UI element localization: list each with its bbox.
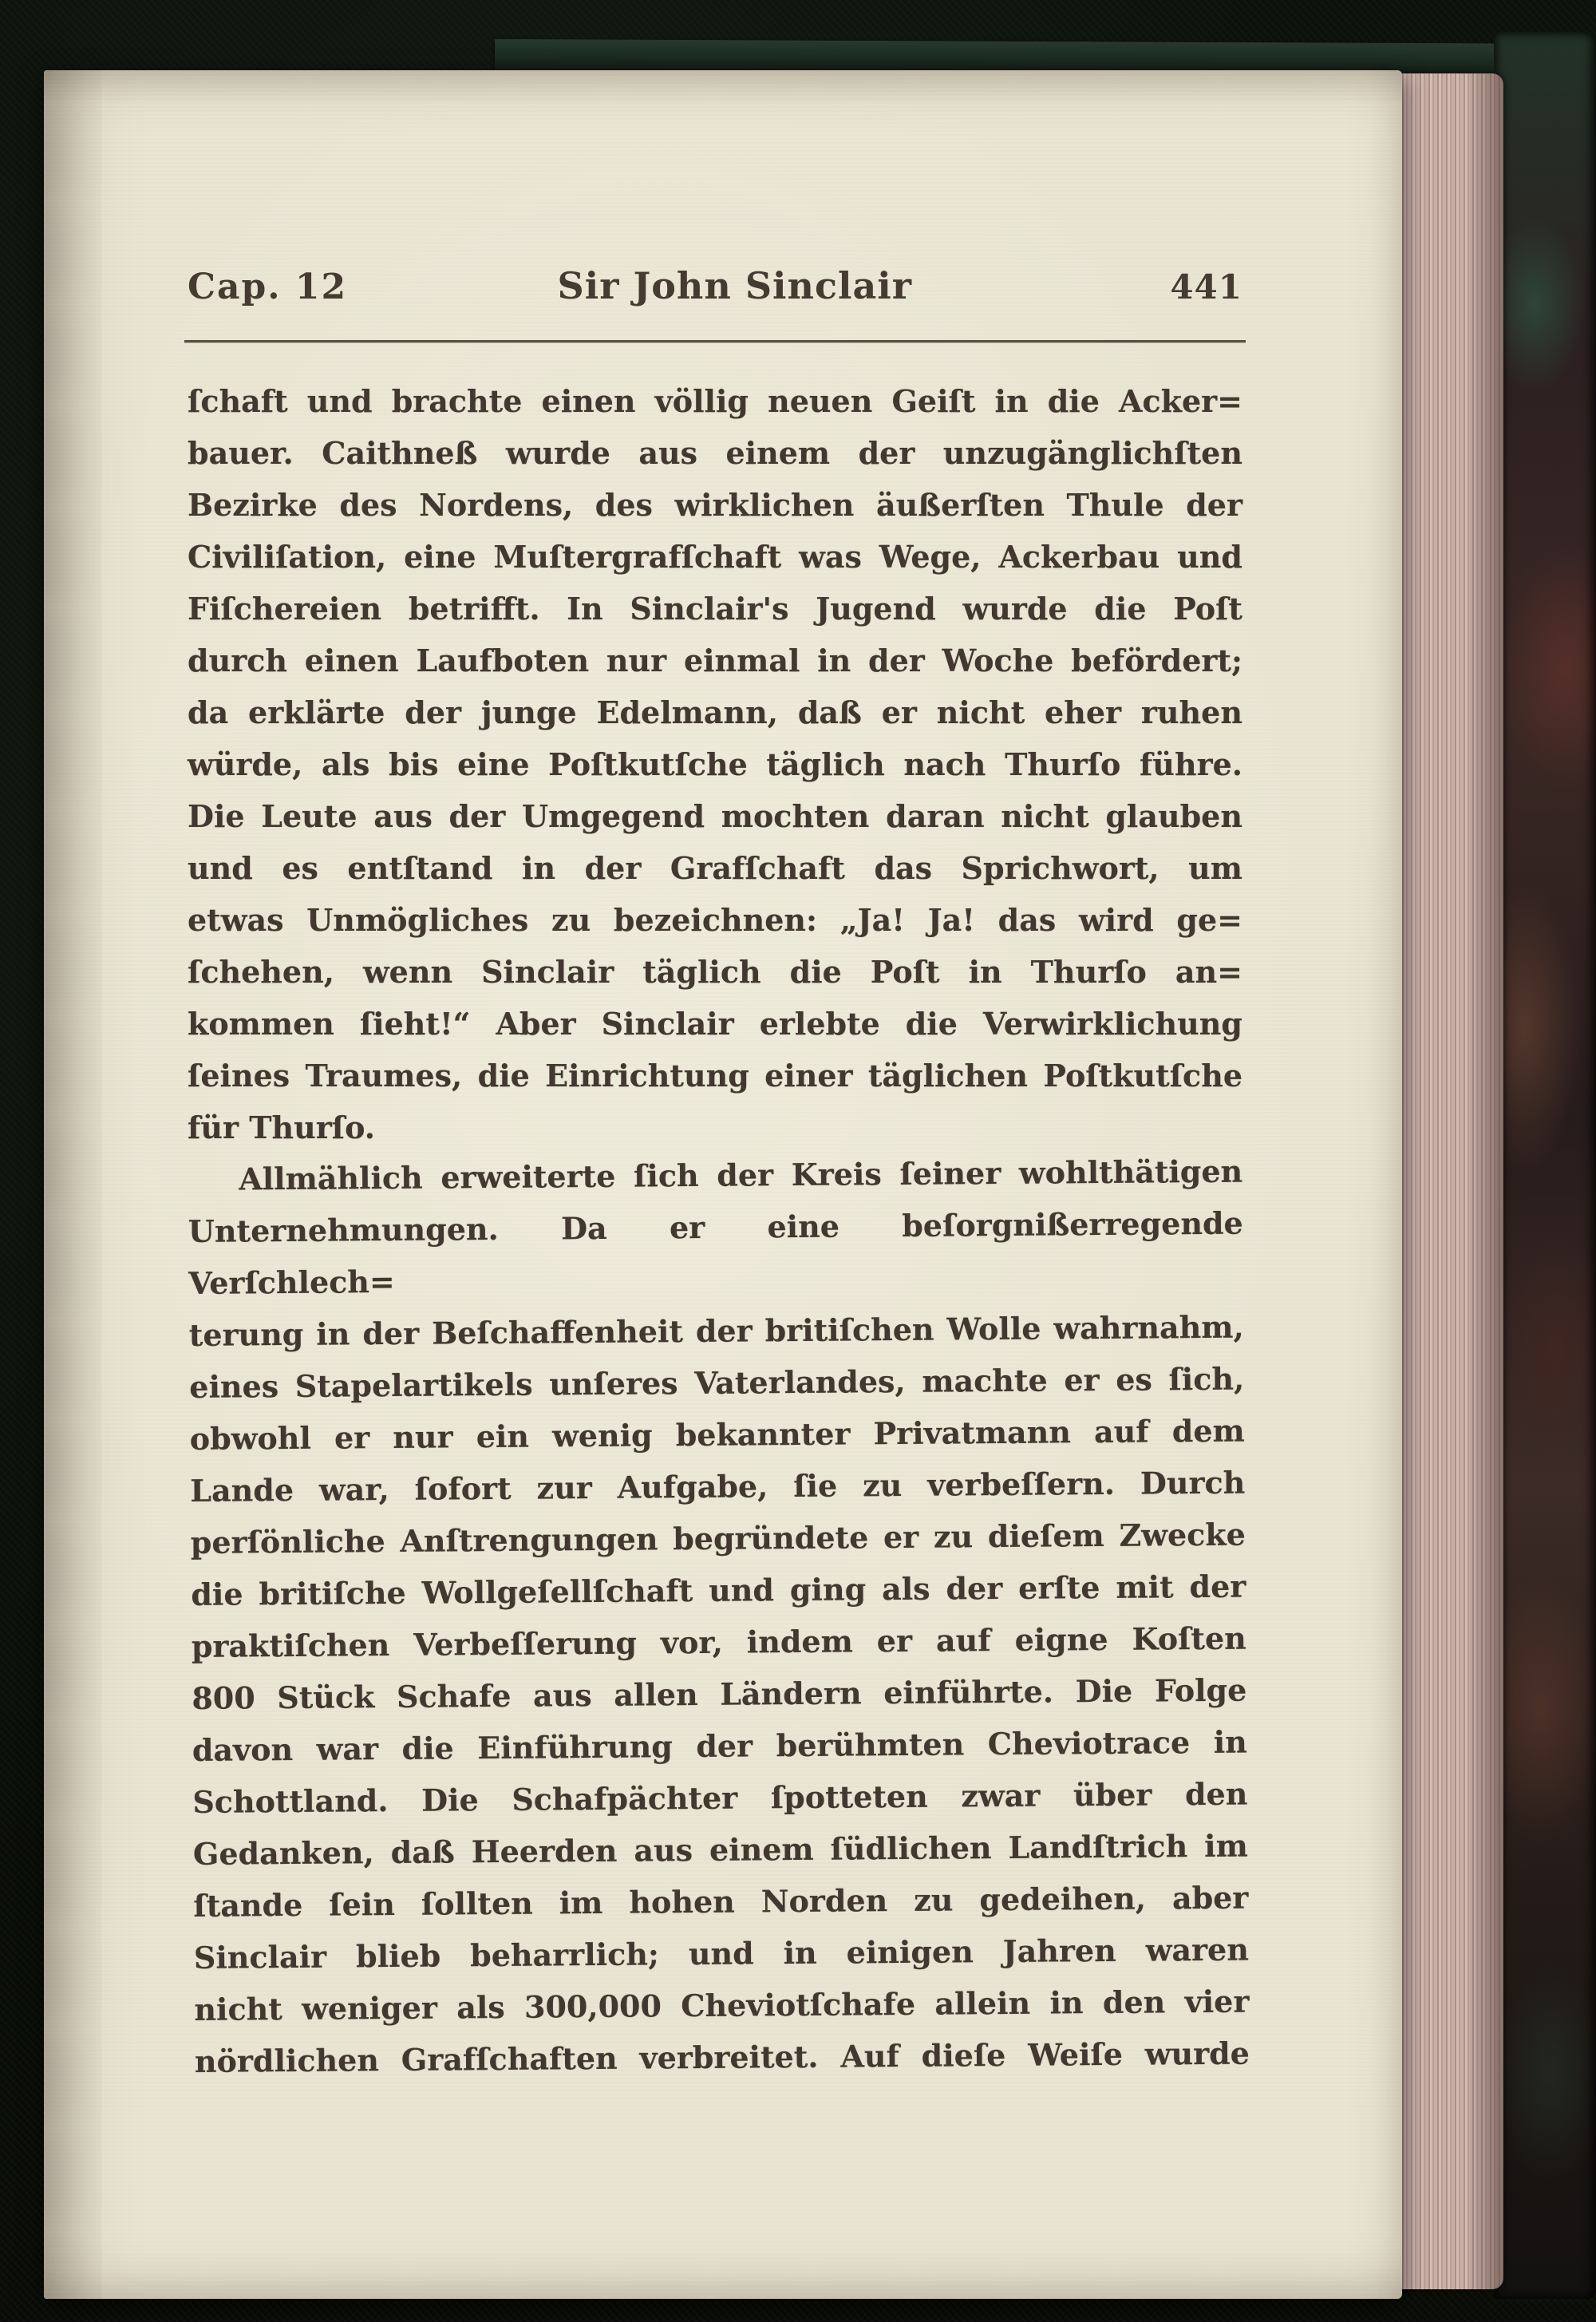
text-line: ſtande ſein ſollten im hohen Norden zu gedeihen, aber bbox=[193, 1879, 1249, 1924]
text-line: ſeines Traumes, die Einrichtung einer täglichen Poſtkutſche bbox=[188, 1058, 1242, 1094]
text-line: Lande war, ſofort zur Aufgabe, ſie zu verbeſſern. Durch bbox=[190, 1464, 1246, 1509]
text-line: Schottland. Die Schafpächter ſpotteten zwar über den bbox=[192, 1775, 1248, 1820]
text-line: da erklärte der junge Edelmann, daß er nicht eher ruhen bbox=[188, 694, 1242, 730]
paragraph bbox=[188, 375, 1242, 1153]
text-line: Die Leute aus der Umgegend mochten daran nicht glauben bbox=[188, 798, 1242, 834]
text-line: obwohl er nur ein wenig bekannter Privatmann auf dem bbox=[189, 1412, 1245, 1457]
page-number: 441 bbox=[1170, 267, 1242, 307]
page-content bbox=[188, 70, 1250, 2299]
text-line: Civiliſation, eine Muſtergrafſchaft was Wege, Ackerbau und bbox=[188, 539, 1242, 575]
page-header bbox=[188, 264, 1242, 307]
paragraph bbox=[188, 1145, 1250, 2087]
text-line: nicht weniger als 300,000 Cheviotſchafe allein in den vier bbox=[194, 1983, 1250, 2027]
book-page bbox=[44, 70, 1402, 2299]
text-line: nördlichen Grafſchaften verbreitet. Auf dieſe Weiſe wurde bbox=[194, 2035, 1250, 2079]
text-line: für Thurſo. bbox=[188, 1110, 376, 1145]
text-line: Bezirke des Nordens, des wirklichen äußerſten Thule der bbox=[188, 487, 1242, 523]
chapter-label: Cap. 12 bbox=[188, 267, 348, 307]
text-line: bauer. Caithneß wurde aus einem der unzugänglichſten bbox=[188, 435, 1242, 471]
text-line: terung in der Beſchaffenheit der britiſchen Wolle wahrnahm, bbox=[188, 1308, 1244, 1353]
text-line: praktiſchen Verbeſſerung vor, indem er auf eigne Koſten bbox=[191, 1620, 1246, 1664]
text-line: 800 Stück Schafe aus allen Ländern einführte. Die Folge bbox=[192, 1671, 1247, 1716]
text-line: die britiſche Wollgeſellſchaft und ging als der erſte mit der bbox=[191, 1568, 1246, 1612]
text-line: durch einen Laufboten nur einmal in der Woche befördert; bbox=[188, 643, 1242, 678]
book-cover-edge bbox=[1494, 32, 1596, 2299]
text-line: eines Stapelartikels unſeres Vaterlandes, machte er es ſich, bbox=[189, 1360, 1245, 1405]
text-line: perſönliche Anſtrengungen begründete er zu dieſem Zwecke bbox=[190, 1516, 1246, 1561]
text-line: Sinclair blieb beharrlich; und in einigen Jahren waren bbox=[193, 1931, 1250, 1976]
text-line: ſchaft und brachte einen völlig neuen Geiſt in die Acker= bbox=[188, 383, 1242, 419]
text-line: und es entſtand in der Grafſchaft das Sprichwort, um bbox=[188, 850, 1242, 886]
text-line: ſchehen, wenn Sinclair täglich die Poſt in Thurſo an= bbox=[188, 954, 1242, 990]
header-rule bbox=[184, 340, 1246, 342]
body-text bbox=[188, 375, 1250, 2087]
text-line: etwas Unmögliches zu bezeichnen: „Ja! Ja! das wird ge= bbox=[188, 902, 1242, 938]
text-line: Gedanken, daß Heerden aus einem ſüdlichen Landſtrich im bbox=[192, 1827, 1249, 1872]
text-line: Allmählich erweiterte ſich der Kreis ſeiner wohlthätigen bbox=[239, 1153, 1243, 1197]
text-line: Fiſchereien betrifft. In Sinclair's Jugend wurde die Poſt bbox=[188, 591, 1242, 627]
text-line: davon war die Einführung der berühmten Cheviotrace in bbox=[192, 1723, 1248, 1768]
text-line: würde, als bis eine Poſtkutſche täglich nach Thurſo führe. bbox=[188, 746, 1242, 782]
running-title: Sir John Sinclair bbox=[557, 264, 912, 307]
text-line: kommen ſieht!“ Aber Sinclair erlebte die Verwirklichung bbox=[188, 1006, 1242, 1042]
text-line: Unternehmungen. Da er eine beſorgnißerregende Verſchlech= bbox=[188, 1205, 1243, 1301]
